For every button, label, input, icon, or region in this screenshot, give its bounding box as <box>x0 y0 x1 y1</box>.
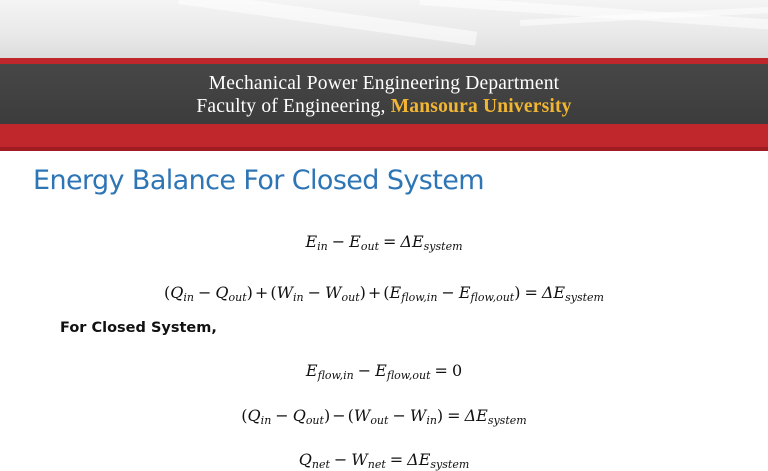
faculty-line <box>0 96 768 118</box>
closed-system-label: For Closed System, <box>60 320 217 336</box>
slide-title: Energy Balance For Closed System <box>33 165 484 196</box>
equation-flow-energy-zero: $E_{flow,in} - E_{flow,out} = 0$ <box>305 361 463 382</box>
university-name: Mansoura University <box>390 96 572 117</box>
faculty-name: Faculty of Engineering, <box>196 96 391 117</box>
equation-energy-balance: $E_{in} - E_{out} = \Delta E_{system}$ <box>305 232 463 253</box>
department-name: Mechanical Power Engineering Department <box>208 73 560 94</box>
equation-closed-balance: $(Q_{in} - Q_{out}) - (W_{out} - W_{in}) = \Delta E_{system}$ <box>241 406 527 427</box>
equation-net-balance: $Q_{net} - W_{net} = \Delta E_{system}$ <box>298 450 470 471</box>
equation-expanded-balance: $(Q_{in} - Q_{out}) + (W_{in} - W_{out}) + (E_{flow,in} - E_{flow,out}) = \Delta E_{system}$ <box>164 283 604 304</box>
header-photo-band <box>0 0 768 58</box>
header-accent-stripe-bottom <box>0 124 768 151</box>
